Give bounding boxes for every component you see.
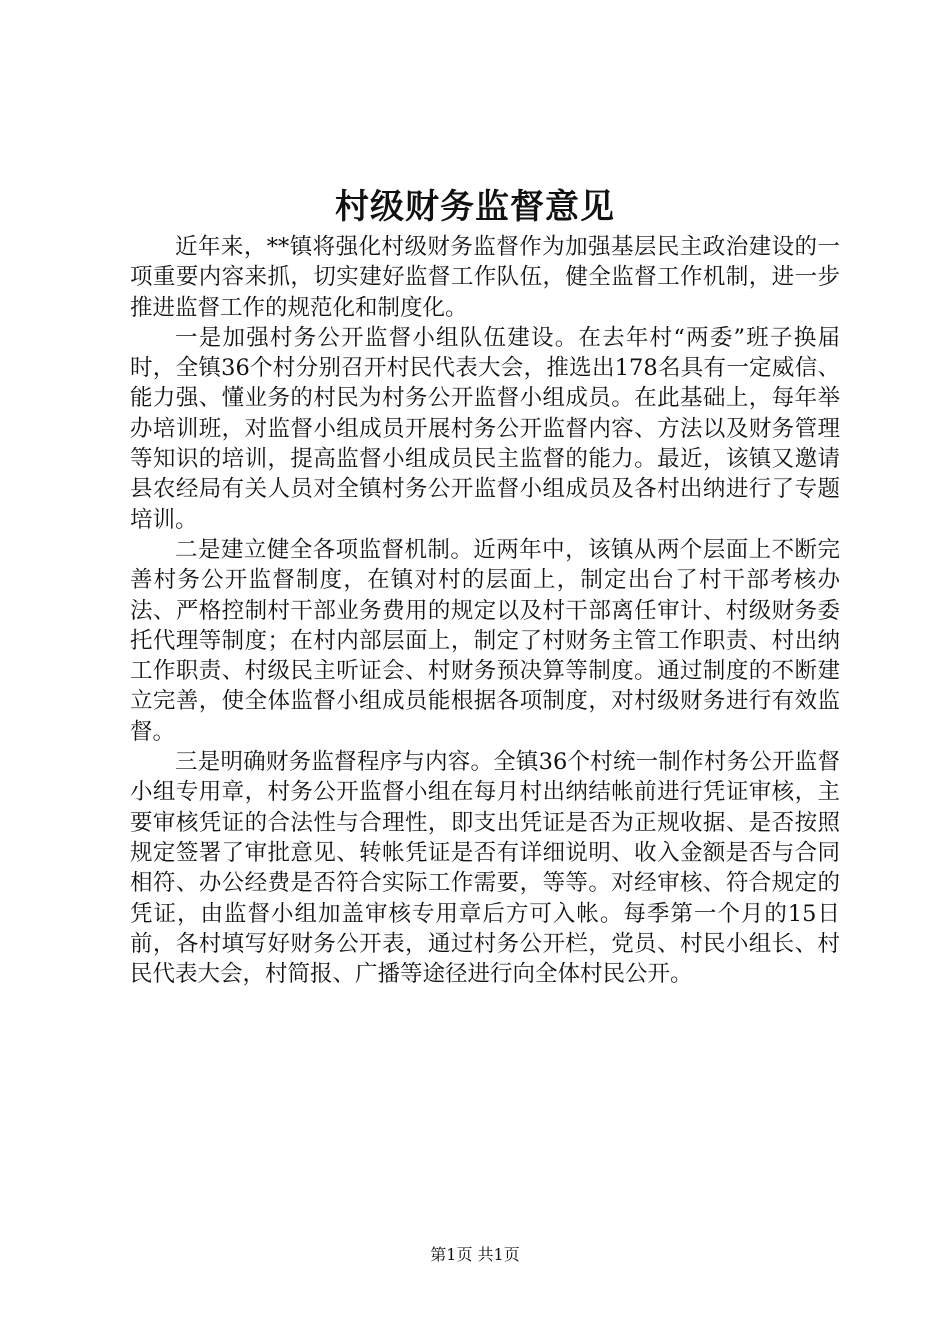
document-body [130, 232, 840, 989]
paragraph-mechanisms: 二是建立健全各项监督机制。近两年中，该镇从两个层面上不断完善村务公开监督制度，在镇对村的层面上，制定出台了村干部考核办法、严格控制村干部业务费用的规定以及村干部离任审计、村级财务委托代理等制度；在村内部层面上，制定了村财务主管工作职责、村出纳工作职责、村级民主听证会、村财务预决算等制度。通过制度的不断建立完善，使全体监督小组成员能根据各项制度，对村级财务进行有效监督。 [130, 536, 840, 745]
paragraph-procedures: 三是明确财务监督程序与内容。全镇36个村统一制作村务公开监督小组专用章，村务公开监督小组在每月村出纳结帐前进行凭证审核，主要审核凭证的合法性与合理性，即支出凭证是否为正规收据、是否按照规定签署了审批意见、转帐凭证是否有详细说明、收入金额是否与合同相符、办公经费是否符合实际工作需要，等等。对经审核、符合规定的凭证，由监督小组加盖审核专用章后方可入帐。每季第一个月的15日前，各村填写好财务公开表，通过村务公开栏，党员、村民小组长、村民代表大会，村简报、广播等途径进行向全体村民公开。 [130, 749, 840, 988]
paragraph-intro: 近年来，**镇将强化村级财务监督作为加强基层民主政治建设的一项重要内容来抓，切实建好监督工作队伍，健全监督工作机制，进一步推进监督工作的规范化和制度化。 [130, 234, 840, 321]
paragraph-team-building: 一是加强村务公开监督小组队伍建设。在去年村“两委”班子换届时，全镇36个村分别召开村民代表大会，推选出178名具有一定威信、能力强、懂业务的村民为村务公开监督小组成员。在此基础上，每年举办培训班，对监督小组成员开展村务公开监督内容、方法以及财务管理等知识的培训，提高监督小组成员民主监督的能力。最近，该镇又邀请县农经局有关人员对全镇村务公开监督小组成员及各村出纳进行了专题培训。 [130, 324, 840, 533]
document-title: 村级财务监督意见 [335, 187, 615, 227]
page-number-footer: 第1页 共1页 [430, 1245, 520, 1264]
